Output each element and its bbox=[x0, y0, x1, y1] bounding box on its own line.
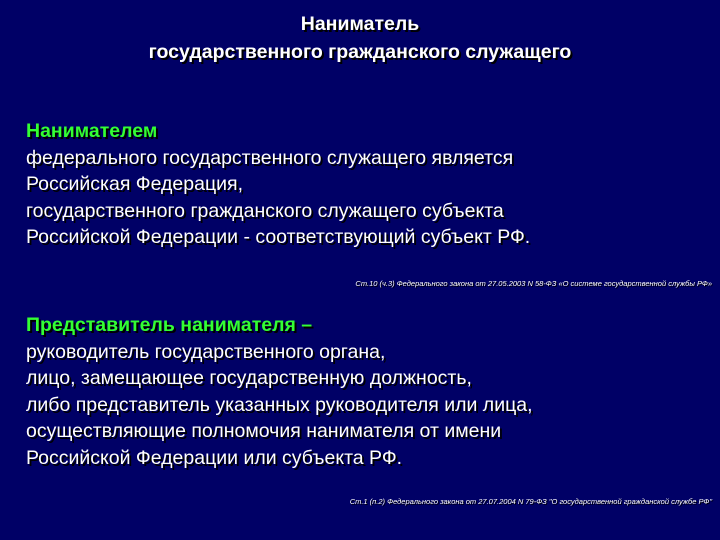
definition-line: лицо, замещающее государственную должность, bbox=[26, 367, 472, 389]
definition-line: осуществляющие полномочия нанимателя от имени bbox=[26, 420, 502, 442]
law-citation-2: Ст.1 (п.2) Федерального закона от 27.07.2004 N 79-ФЗ "О государственной гражданской службе РФ" bbox=[349, 497, 712, 506]
definition-line: государственного гражданского служащего субъекта bbox=[26, 199, 504, 222]
definition-line: либо представитель указанных руководителя или лица, bbox=[26, 393, 533, 416]
definition-line: Российская Федерация, bbox=[26, 173, 244, 195]
title-line-1: Наниматель bbox=[300, 13, 420, 35]
employer-representative-definition bbox=[26, 312, 710, 471]
definition-line: федерального государственного служащего является bbox=[26, 146, 514, 169]
definition-line: Российской Федерации - соответствующий субъект РФ. bbox=[26, 226, 531, 248]
employer-definition bbox=[26, 118, 710, 251]
slide-title bbox=[0, 10, 720, 66]
title-line-2: государственного гражданского служащего bbox=[148, 41, 572, 63]
definition-line: Российской Федерации или субъекта РФ. bbox=[26, 446, 403, 469]
term-employer: Нанимателем bbox=[26, 120, 158, 142]
definition-line: руководитель государственного органа, bbox=[26, 340, 386, 363]
term-employer-representative: Представитель нанимателя – bbox=[26, 314, 313, 336]
law-citation-1: Ст.10 (ч.3) Федерального закона от 27.05.2003 N 58-ФЗ «О системе государственной службы РФ» bbox=[355, 279, 712, 288]
